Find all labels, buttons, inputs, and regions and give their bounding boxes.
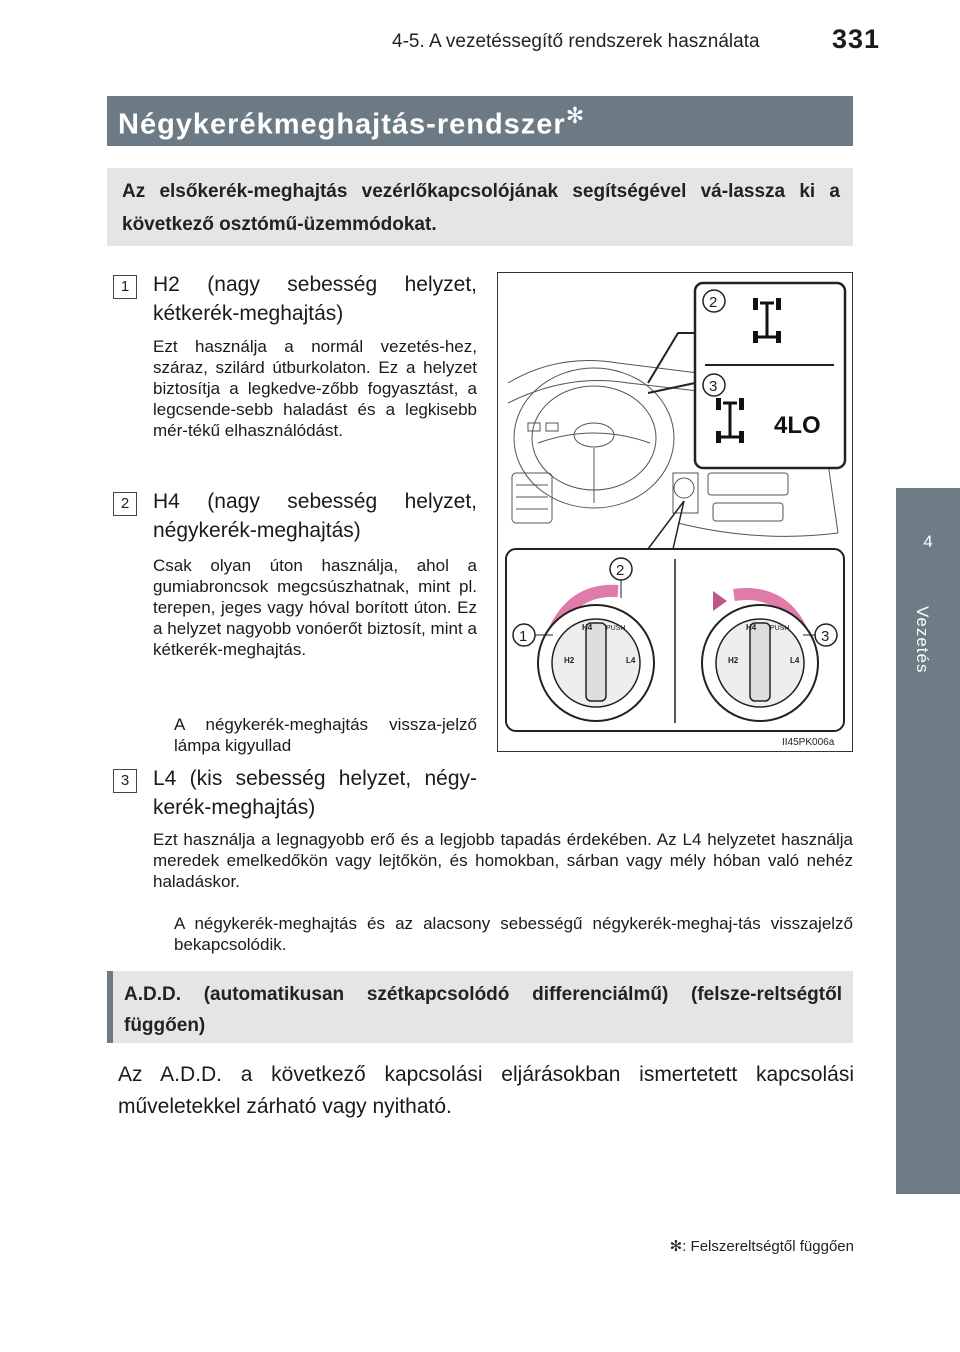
intro-text: Az elsőkerék-meghajtás vezérlőkapcsolójának segítségével vá-lassza ki a következő osztómű-üzemmódokat.: [122, 181, 840, 235]
callout-2-label: 2: [709, 294, 718, 311]
svg-text:1: 1: [519, 628, 528, 645]
section-header: 4-5. A vezetéssegítő rendszerek használata: [392, 31, 760, 52]
svg-text:H4: H4: [582, 623, 593, 632]
chapter-number: 4: [923, 532, 933, 551]
svg-text:H2: H2: [728, 656, 739, 665]
add-section-heading: A.D.D. (automatikusan szétkapcsolódó differenciálmű) (felsze-reltségtől függően): [124, 984, 842, 1036]
item-note-3: A négykerék-meghajtás és az alacsony sebességű négykerék-meghaj-tás visszajelző bekapcsolódik.: [174, 914, 853, 954]
svg-text:H4: H4: [746, 623, 757, 632]
svg-text:L4: L4: [790, 656, 800, 665]
item-heading-2: H4 (nagy sebesség helyzet, négykerék-meghajtás): [153, 490, 477, 542]
item-note-2: A négykerék-meghajtás vissza-jelző lámpa kigyullad: [174, 715, 477, 755]
item-body-3: Ezt használja a legnagyobb erő és a legjobb tapadás érdekében. Az L4 helyzetet használja meredek emelkedőkön vagy lejtőkön, és homokban, sárban vagy mély hóban való nehéz haladáskor.: [153, 830, 853, 891]
chapter-tab: [896, 488, 960, 1194]
item-number-2: 2: [113, 492, 137, 516]
item-heading-3: L4 (kis sebesség helyzet, négy-kerék-meghajtás): [153, 767, 477, 819]
figure-code: II45PK006a: [782, 737, 835, 748]
footnote-marker: ✻: [669, 1238, 683, 1255]
item-body-1: Ezt használja a normál vezetés-hez, száraz, szilárd útburkolaton. Ez a helyzet biztosítja a legkedve-zőbb fogyasztást, a legcsende-sebb haladást és a legkisebb mér-tékű elhasználódást.: [153, 337, 477, 440]
item-number-3: 3: [113, 769, 137, 793]
item-body-2: Csak olyan úton használja, ahol a gumiabroncsok megcsúszhatnak, mint pl. terepen, jeges vagy hóval borított úton. Ez a helyzet nagyobb vonóerőt biztosít, mint a kétkerék-meghajtás.: [153, 556, 477, 659]
svg-text:L4: L4: [626, 656, 636, 665]
optional-equipment-marker: ✻: [565, 103, 586, 128]
page-title-text: Négykerékmeghajtás-rendszer: [118, 108, 566, 141]
callout-3-label: 3: [709, 378, 718, 395]
indicator-4lo-text: 4LO: [774, 412, 821, 439]
item-number-1: 1: [113, 275, 137, 299]
item-heading-1: H2 (nagy sebesség helyzet, kétkerék-meghajtás): [153, 273, 477, 325]
svg-text:PUSH: PUSH: [770, 625, 790, 632]
svg-text:2: 2: [616, 562, 625, 579]
add-section-body: Az A.D.D. a következő kapcsolási eljárásokban ismertetett kapcsolási műveletekkel zárható vagy nyitható.: [118, 1063, 854, 1118]
page-title: [118, 103, 585, 142]
footnote-text: : Felszereltségtől függően: [682, 1238, 854, 1255]
four-wheel-drive-switch-figure: [497, 272, 853, 752]
page-number: 331: [832, 24, 881, 54]
footnote: [620, 1237, 854, 1255]
svg-text:PUSH: PUSH: [606, 625, 626, 632]
svg-text:3: 3: [821, 628, 830, 645]
svg-text:H2: H2: [564, 656, 575, 665]
chapter-label: Vezetés: [913, 606, 932, 674]
figure-illustration: [498, 273, 851, 750]
